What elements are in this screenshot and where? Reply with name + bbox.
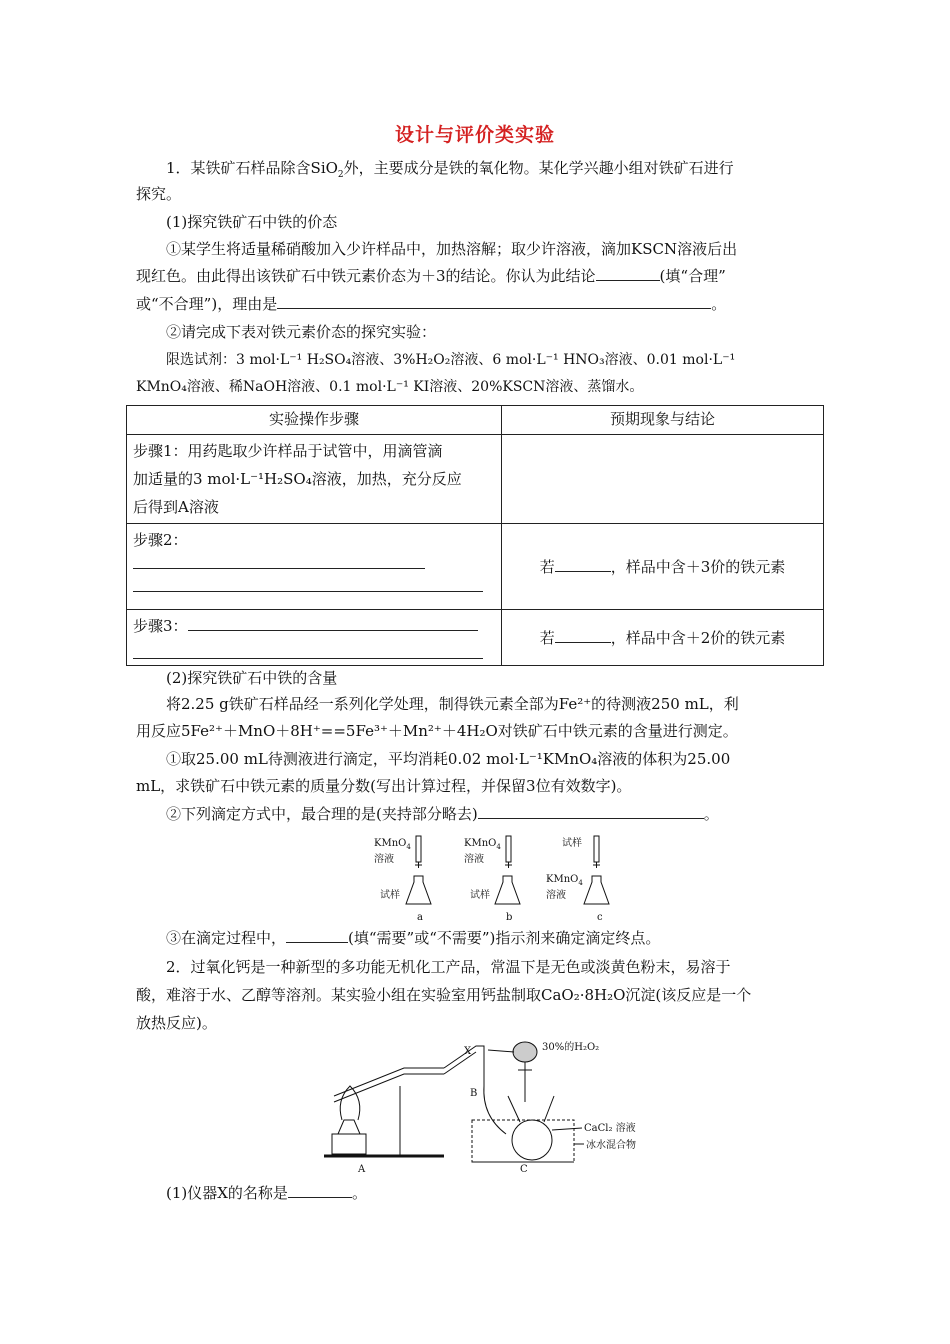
dropping-funnel-icon: [513, 1042, 537, 1062]
q1-content-line1: 将2.25 g铁矿石样品经一系列化学处理，制得铁元素全部为Fe²⁺的待测液250 mL，利: [166, 695, 739, 713]
q1-c3-text-b: (填“需要”或“不需要”)指示剂来确定滴定终点。: [348, 929, 661, 947]
step1-text-a: 步骤1：用药匙取少许样品于试管中，用滴管滴: [133, 442, 443, 460]
flask-b-icon: [495, 876, 520, 904]
burette-b-icon: [506, 836, 511, 862]
fig-b-kmno4: KMnO$_4$: [464, 838, 501, 851]
q2-line2: 酸，难溶于水、乙醇等溶剂。某实验小组在实验室用钙盐制取CaO₂·8H₂O沉淀(该反应是一个: [136, 986, 752, 1004]
fig-c-kmno4: KMnO$_4$: [546, 874, 583, 887]
apparatus-figure: [320, 1036, 670, 1176]
fig-c-sample: 试样: [562, 838, 582, 849]
q1-p1-line2: [136, 266, 816, 286]
q1-c2-line: [166, 804, 846, 824]
page-title: 设计与评价类实验: [394, 124, 555, 146]
flask-c-icon: [584, 876, 609, 904]
label-cacl2: CaCl₂ 溶液: [584, 1123, 636, 1134]
step3-line: [133, 612, 495, 640]
q1-p1-line3: [136, 294, 816, 314]
round-flask-icon: [512, 1120, 552, 1160]
step2-result-blank[interactable]: [555, 557, 611, 572]
step2-result-if: 若: [539, 557, 555, 576]
step1-text-c: 后得到A溶液: [133, 498, 219, 516]
step3-blank-1[interactable]: [188, 616, 478, 631]
q1-intro-sub: 2: [337, 170, 344, 180]
titration-figure: [360, 832, 620, 928]
step3-result-cell: [502, 610, 824, 666]
indicator-blank[interactable]: [286, 928, 348, 943]
fig-c-solution: 溶液: [546, 890, 566, 901]
q1-part2-title: (2)探究铁矿石中铁的含量: [166, 669, 338, 687]
step1-result-cell: [502, 435, 824, 524]
step1-cell: [127, 435, 502, 524]
titration-answer-blank[interactable]: [478, 804, 704, 819]
label-ice: 冰水混合物: [586, 1140, 636, 1151]
table-row: [127, 610, 824, 666]
q1-c3-text-a: ③在滴定过程中，: [166, 929, 287, 947]
burette-c-icon: [594, 836, 599, 862]
fig-a-kmno4: KMnO$_4$: [374, 838, 411, 851]
q1-reagents-line2: KMnO₄溶液、稀NaOH溶液、0.1 mol·L⁻¹ KI溶液、20%KSCN溶液、蒸馏水。: [136, 379, 644, 395]
q1-c3-line: [166, 928, 846, 948]
label-b: B: [470, 1088, 478, 1099]
q2-part1-end: 。: [351, 1184, 367, 1202]
answer-blank[interactable]: [596, 266, 660, 281]
flask-a-icon: [406, 876, 431, 904]
q1-c2-end: 。: [703, 805, 719, 823]
label-apparatus-a: A: [358, 1164, 366, 1175]
q1-intro-text-b: 外，主要成分是铁的氧化物。某化学兴趣小组对铁矿石进行: [343, 159, 734, 177]
q1-reagents-line1: 限选试剂：3 mol·L⁻¹ H₂SO₄溶液、3%H₂O₂溶液、6 mol·L⁻¹ HNO₃溶液、0.01 mol·L⁻¹: [166, 352, 736, 368]
label-h2o2: 30%的H₂O₂: [542, 1042, 600, 1053]
table-header-row: [127, 406, 824, 435]
q1-p1-line1: ①某学生将适量稀硝酸加入少许样品中，加热溶解；取少许溶液，滴加KSCN溶液后出: [166, 240, 738, 258]
step3-result-blank[interactable]: [555, 628, 611, 643]
fig-label-b: b: [506, 912, 513, 923]
burner-icon: [332, 1134, 366, 1154]
experiment-table: [126, 405, 824, 666]
step3-blank-2[interactable]: [133, 640, 483, 659]
q1-part1-title: (1)探究铁矿石中铁的价态: [166, 213, 338, 231]
ice-bath-icon: [472, 1120, 574, 1162]
q1-intro-line1: [166, 158, 846, 178]
burette-a-icon: [416, 836, 421, 862]
table-header-steps: 实验操作步骤: [127, 406, 502, 435]
q1-content-line2: 用反应5Fe²⁺＋MnO＋8H⁺==5Fe³⁺＋Mn²⁺＋4H₂O对铁矿石中铁元素的含量进行测定。: [136, 722, 738, 740]
step2-cell: [127, 524, 502, 610]
q1-reason-label: 或“不合理”)，理由是: [136, 295, 278, 313]
q2-line3: 放热反应)。: [136, 1014, 217, 1032]
q1-c1-line1: ①取25.00 mL待测液进行滴定，平均消耗0.02 mol·L⁻¹KMnO₄溶液的体积为25.00: [166, 750, 731, 768]
step2-result-text: ，样品中含＋3价的铁元素: [610, 557, 786, 576]
step3-label: 步骤3：: [133, 617, 188, 635]
q2-part1-text: (1)仪器X的名称是: [166, 1184, 288, 1202]
step2-result-cell: [502, 524, 824, 610]
q1-reason-end: 。: [711, 295, 727, 313]
q1-p2: ②请完成下表对铁元素价态的探究实验：: [166, 323, 437, 341]
fig-label-a: a: [417, 912, 423, 923]
q1-intro-text-a: 1．某铁矿石样品除含SiO: [166, 159, 338, 177]
table-header-results: 预期现象与结论: [502, 406, 824, 435]
label-x: X: [464, 1046, 472, 1057]
q1-c2-text: ②下列滴定方式中，最合理的是(夹持部分略去): [166, 805, 478, 823]
fig-label-c: c: [597, 912, 603, 923]
q1-p1-hint: (填“合理”: [659, 267, 726, 285]
q1-intro-line2: 探究。: [136, 185, 182, 203]
fig-a-sample: 试样: [380, 890, 400, 901]
q2-line1: 2．过氧化钙是一种新型的多功能无机化工产品，常温下是无色或淡黄色粉末，易溶于: [166, 958, 731, 976]
label-apparatus-c: C: [520, 1164, 528, 1175]
fig-a-solution: 溶液: [374, 854, 394, 865]
q2-part1-line: [166, 1183, 846, 1203]
step2-label: 步骤2：: [133, 531, 188, 549]
table-row: [127, 435, 824, 524]
delivery-tube-icon: [334, 1068, 444, 1096]
step3-result-if: 若: [539, 628, 555, 647]
fig-b-sample: 试样: [470, 890, 490, 901]
step3-cell: [127, 610, 502, 666]
q1-p1-text: 现红色。由此得出该铁矿石中铁元素价态为＋3的结论。你认为此结论: [136, 267, 596, 285]
step2-blank-1[interactable]: [133, 554, 425, 569]
q1-c1-line2: mL，求铁矿石中铁元素的质量分数(写出计算过程，并保留3位有效数字)。: [136, 777, 632, 795]
reason-blank[interactable]: [277, 294, 711, 309]
table-row: [127, 524, 824, 610]
instrument-name-blank[interactable]: [288, 1183, 352, 1198]
fig-b-solution: 溶液: [464, 854, 484, 865]
step1-text-b: 加适量的3 mol·L⁻¹H₂SO₄溶液，加热，充分反应: [133, 470, 462, 488]
step3-result-text: ，样品中含＋2价的铁元素: [610, 628, 786, 647]
step2-blank-2[interactable]: [133, 569, 483, 592]
